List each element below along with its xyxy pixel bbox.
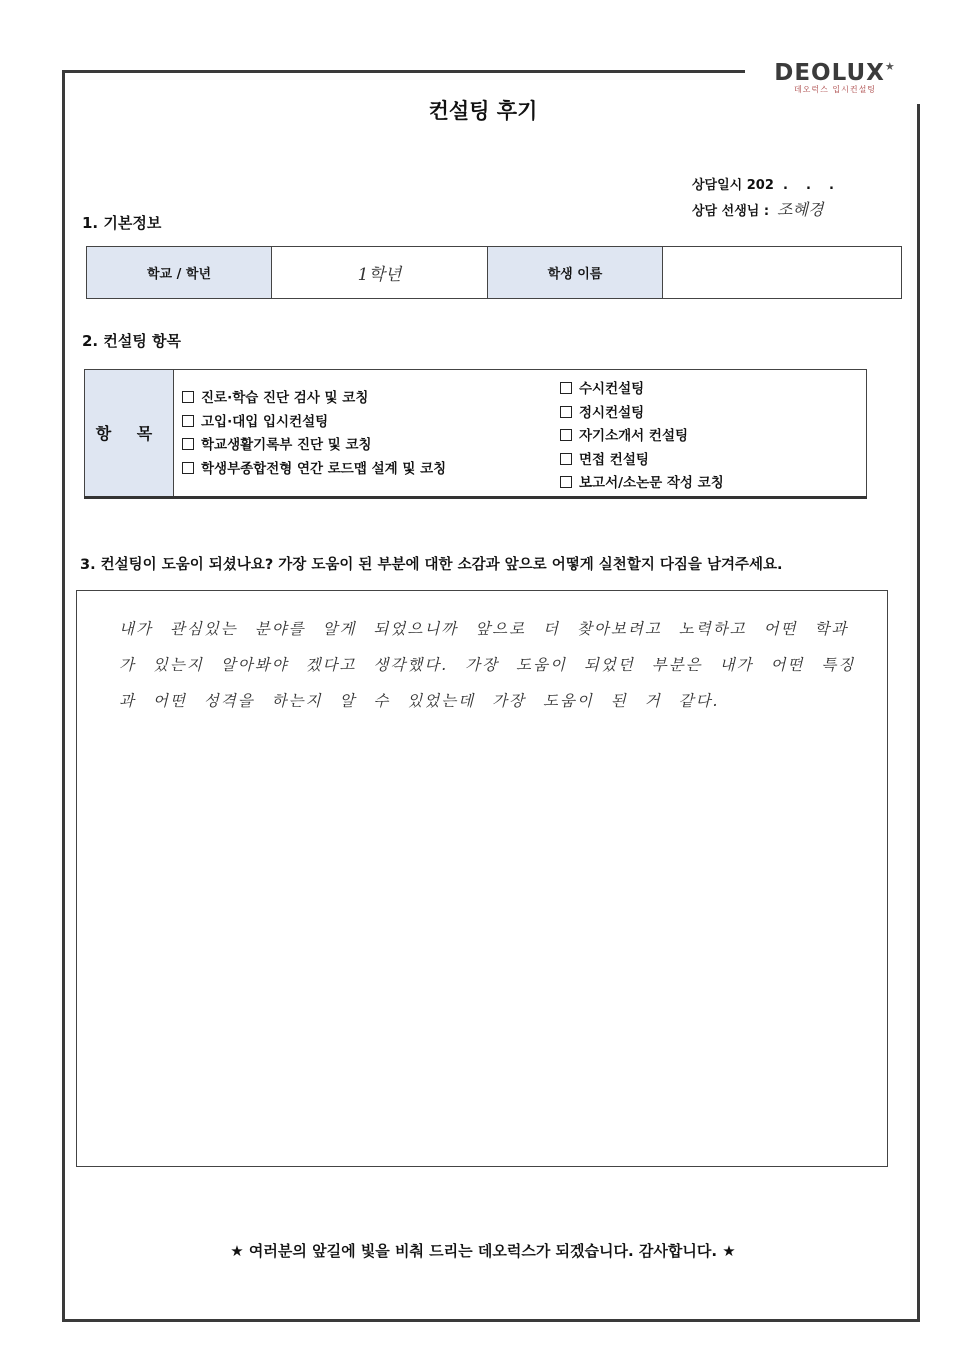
- student-name-label: 학생 이름: [488, 247, 663, 299]
- school-grade-value: 1학년: [357, 265, 402, 285]
- items-label: 항 목: [85, 370, 174, 498]
- page-title: 컨설팅 후기: [428, 99, 538, 123]
- section-basic-info-heading: 1. 기본정보: [82, 214, 162, 232]
- brand-subtitle: 데오럭스 입시컨설팅: [793, 85, 877, 94]
- checkbox-icon[interactable]: [182, 391, 194, 403]
- item-option[interactable]: 정시컨설팅: [560, 402, 866, 426]
- teacher-value[interactable]: 조혜경: [777, 200, 824, 219]
- checkbox-icon[interactable]: [182, 462, 194, 474]
- item-option[interactable]: 보고서/소논문 작성 코칭: [560, 472, 866, 496]
- consulting-items-table: [84, 369, 867, 499]
- checkbox-icon[interactable]: [560, 476, 572, 488]
- section-items-heading: 2. 컨설팅 항목: [82, 332, 182, 350]
- basic-info-table: [86, 246, 902, 299]
- review-textarea[interactable]: [76, 590, 888, 1167]
- student-name-field[interactable]: [663, 247, 902, 299]
- checkbox-icon[interactable]: [182, 438, 194, 450]
- item-option[interactable]: 고입·대입 입시컨설팅: [182, 411, 560, 435]
- items-right-column: [560, 370, 867, 498]
- school-grade-label: 학교 / 학년: [87, 247, 272, 299]
- item-option[interactable]: 학교생활기록부 진단 및 코칭: [182, 434, 560, 458]
- item-option[interactable]: 진로·학습 진단 검사 및 코칭: [182, 387, 560, 411]
- review-answer-text: 내가 관심있는 분야를 알게 되었으니까 앞으로 더 찾아보려고 노력하고 어떤 학과가 있는지 알아봐야 겠다고 생각했다. 가장 도움이 되었던 부분은 내가 어떤 특징과 어떤 성격을 하는지 알 수 있었는데 가장 도움이 된 거 같다.: [119, 620, 856, 710]
- teacher-label: 상담 선생님 :: [692, 204, 770, 219]
- checkbox-icon[interactable]: [560, 406, 572, 418]
- checkbox-icon[interactable]: [560, 453, 572, 465]
- consult-teacher: [692, 197, 823, 220]
- school-grade-field[interactable]: [272, 247, 488, 299]
- checkbox-icon[interactable]: [182, 415, 194, 427]
- section-review-heading: 3. 컨설팅이 도움이 되셨나요? 가장 도움이 된 부분에 대한 소감과 앞으로 어떻게 실천할지 다짐을 남겨주세요.: [80, 557, 783, 573]
- item-option[interactable]: 자기소개서 컨설팅: [560, 425, 866, 449]
- brand-name: DEOLUX: [774, 60, 885, 86]
- consult-date-label: 상담일시 202 . . .: [692, 178, 834, 193]
- checkbox-icon[interactable]: [560, 382, 572, 394]
- consult-date: [692, 174, 834, 193]
- items-left-column: [174, 370, 561, 498]
- brand-logo: [760, 60, 910, 95]
- item-option[interactable]: 면접 컨설팅: [560, 449, 866, 473]
- checkbox-icon[interactable]: [560, 429, 572, 441]
- star-icon: ★: [884, 60, 896, 73]
- item-option[interactable]: 학생부종합전형 연간 로드맵 설계 및 코칭: [182, 458, 560, 482]
- footer-message: ★ 여러분의 앞길에 빛을 비춰 드리는 데오럭스가 되겠습니다. 감사합니다. ★: [230, 1242, 736, 1260]
- item-option[interactable]: 수시컨설팅: [560, 378, 866, 402]
